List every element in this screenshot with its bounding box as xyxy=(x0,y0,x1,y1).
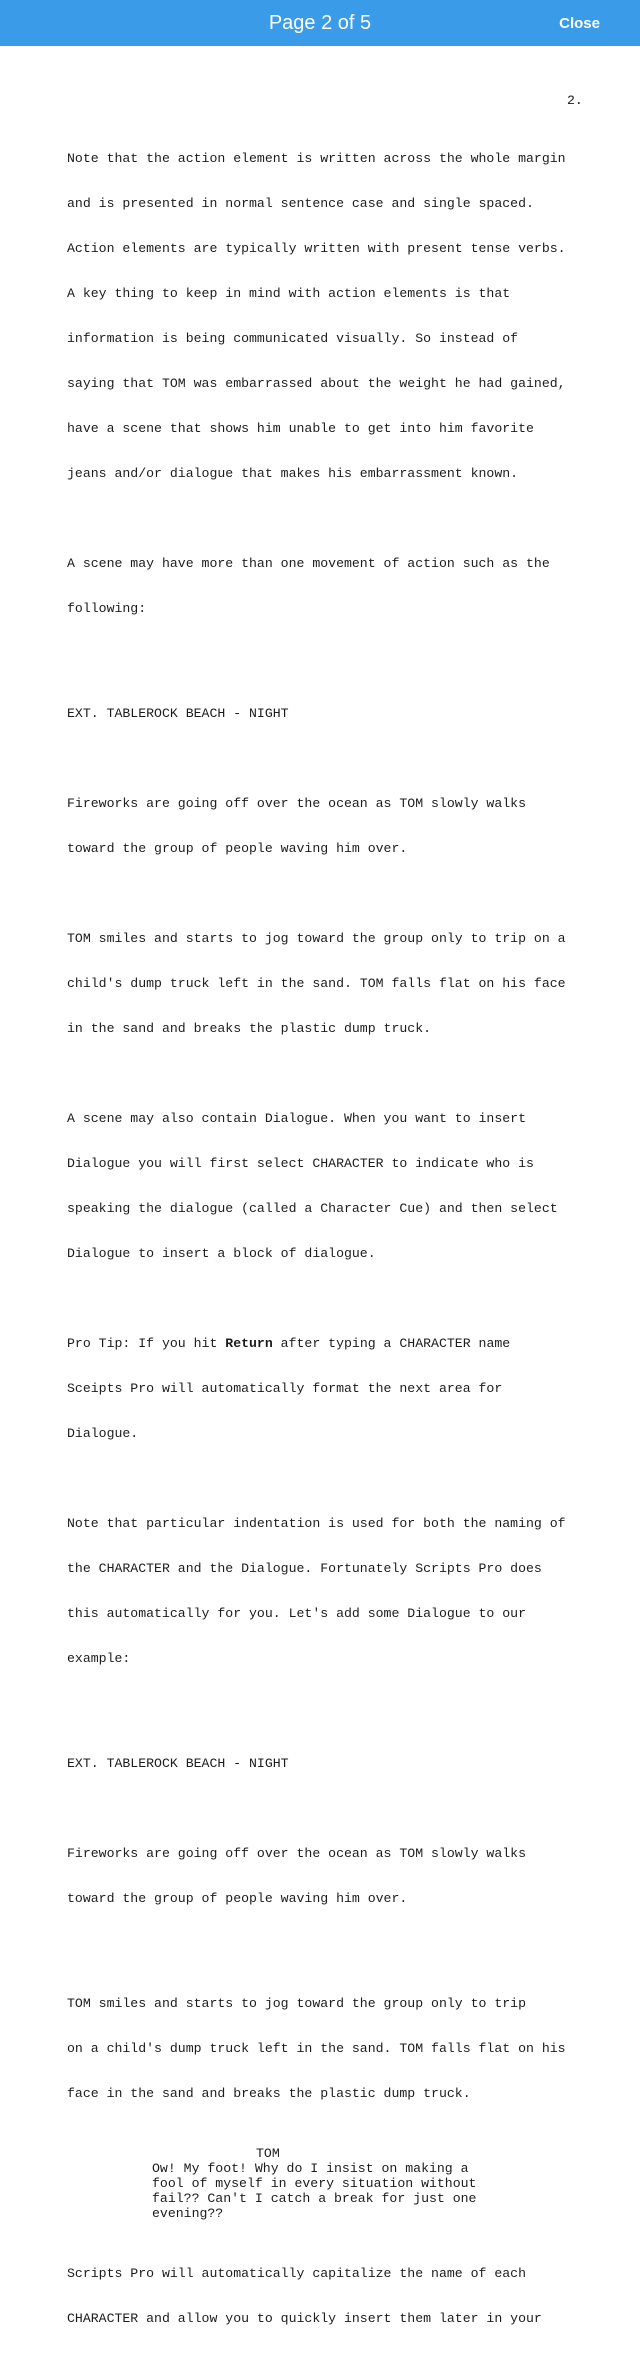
text-line: Sceipts Pro will automatically format the next area for xyxy=(67,1381,503,1396)
text-line: TOM smiles and starts to jog toward the group only to trip xyxy=(67,1996,526,2011)
action-paragraph xyxy=(67,121,607,511)
text-line: in the sand and breaks the plastic dump truck. xyxy=(67,1021,432,1036)
text-line: Fireworks are going off over the ocean as TOM slowly walks xyxy=(67,796,526,811)
text-line: example: xyxy=(67,1651,131,1666)
text-fragment: Pro Tip: If you hit xyxy=(67,1336,226,1351)
text-line: have a scene that shows him unable to get into him favorite xyxy=(67,421,534,436)
text-line: A key thing to keep in mind with action elements is that xyxy=(67,286,511,301)
text-line: Ow! My foot! Why do I insist on making a xyxy=(152,2161,469,2176)
text-line: TOM smiles and starts to jog toward the group only to trip on a xyxy=(67,931,566,946)
text-line: toward the group of people waving him over. xyxy=(67,1891,408,1906)
text-line: the CHARACTER and the Dialogue. Fortunately Scripts Pro does xyxy=(67,1561,542,1576)
text-line: following: xyxy=(67,601,147,616)
text-line: evening?? xyxy=(152,2206,224,2221)
nav-bar xyxy=(0,0,640,46)
text-line: toward the group of people waving him over. xyxy=(67,841,408,856)
script-page xyxy=(0,46,640,2326)
action-paragraph xyxy=(67,1486,607,1696)
script-content xyxy=(67,121,607,2356)
text-line: Note that the action element is written across the whole margin xyxy=(67,151,566,166)
text-line: EXT. TABLEROCK BEACH - NIGHT xyxy=(67,1756,289,1771)
text-line: speaking the dialogue (called a Character Cue) and then select xyxy=(67,1201,558,1216)
text-line: CHARACTER and allow you to quickly insert them later in your xyxy=(67,2311,542,2326)
text-line: saying that TOM was embarrassed about the weight he had gained, xyxy=(67,376,566,391)
close-button[interactable]: Close xyxy=(559,15,600,32)
text-line: Action elements are typically written with present tense verbs. xyxy=(67,241,566,256)
text-line: jeans and/or dialogue that makes his embarrassment known. xyxy=(67,466,519,481)
action-paragraph xyxy=(67,2236,607,2356)
text-line: and is presented in normal sentence case and single spaced. xyxy=(67,196,534,211)
character-cue: TOM xyxy=(256,2146,280,2161)
text-line: Fireworks are going off over the ocean as TOM slowly walks xyxy=(67,1846,526,1861)
text-fragment: after typing a CHARACTER name xyxy=(272,1336,511,1351)
text-line: Dialogue to insert a block of dialogue. xyxy=(67,1246,376,1261)
text-line: Scripts Pro will automatically capitalize the name of each xyxy=(67,2266,526,2281)
text-line: Note that particular indentation is used for both the naming of xyxy=(67,1516,566,1531)
action-paragraph xyxy=(67,1081,607,1291)
action-paragraph xyxy=(67,1966,607,2131)
text-line: on a child's dump truck left in the sand. TOM falls flat on his xyxy=(67,2041,566,2056)
text-line: A scene may have more than one movement of action such as the xyxy=(67,556,550,571)
text-line xyxy=(67,1336,607,1351)
scene-heading xyxy=(67,676,607,751)
text-line: Dialogue you will first select CHARACTER to indicate who is xyxy=(67,1156,534,1171)
text-line: Dialogue. xyxy=(67,1426,139,1441)
page-number: 2. xyxy=(567,93,583,108)
scene-heading xyxy=(67,1726,607,1801)
text-line: face in the sand and breaks the plastic dump truck. xyxy=(67,2086,471,2101)
action-paragraph xyxy=(67,901,607,1066)
pro-tip-paragraph xyxy=(67,1306,607,1471)
action-paragraph xyxy=(67,526,607,646)
action-paragraph xyxy=(67,1816,607,1936)
text-line: fool of myself in every situation without xyxy=(152,2176,477,2191)
page-indicator-title: Page 2 of 5 xyxy=(268,12,372,34)
text-line: fail?? Can't I catch a break for just one xyxy=(152,2191,477,2206)
text-line: A scene may also contain Dialogue. When you want to insert xyxy=(67,1111,526,1126)
dialogue-block xyxy=(67,2161,607,2221)
text-line: this automatically for you. Let's add some Dialogue to our xyxy=(67,1606,526,1621)
text-line: child's dump truck left in the sand. TOM falls flat on his face xyxy=(67,976,566,991)
action-paragraph xyxy=(67,766,607,886)
text-line: EXT. TABLEROCK BEACH - NIGHT xyxy=(67,706,289,721)
text-line: information is being communicated visually. So instead of xyxy=(67,331,519,346)
return-key-label: Return xyxy=(225,1336,273,1351)
